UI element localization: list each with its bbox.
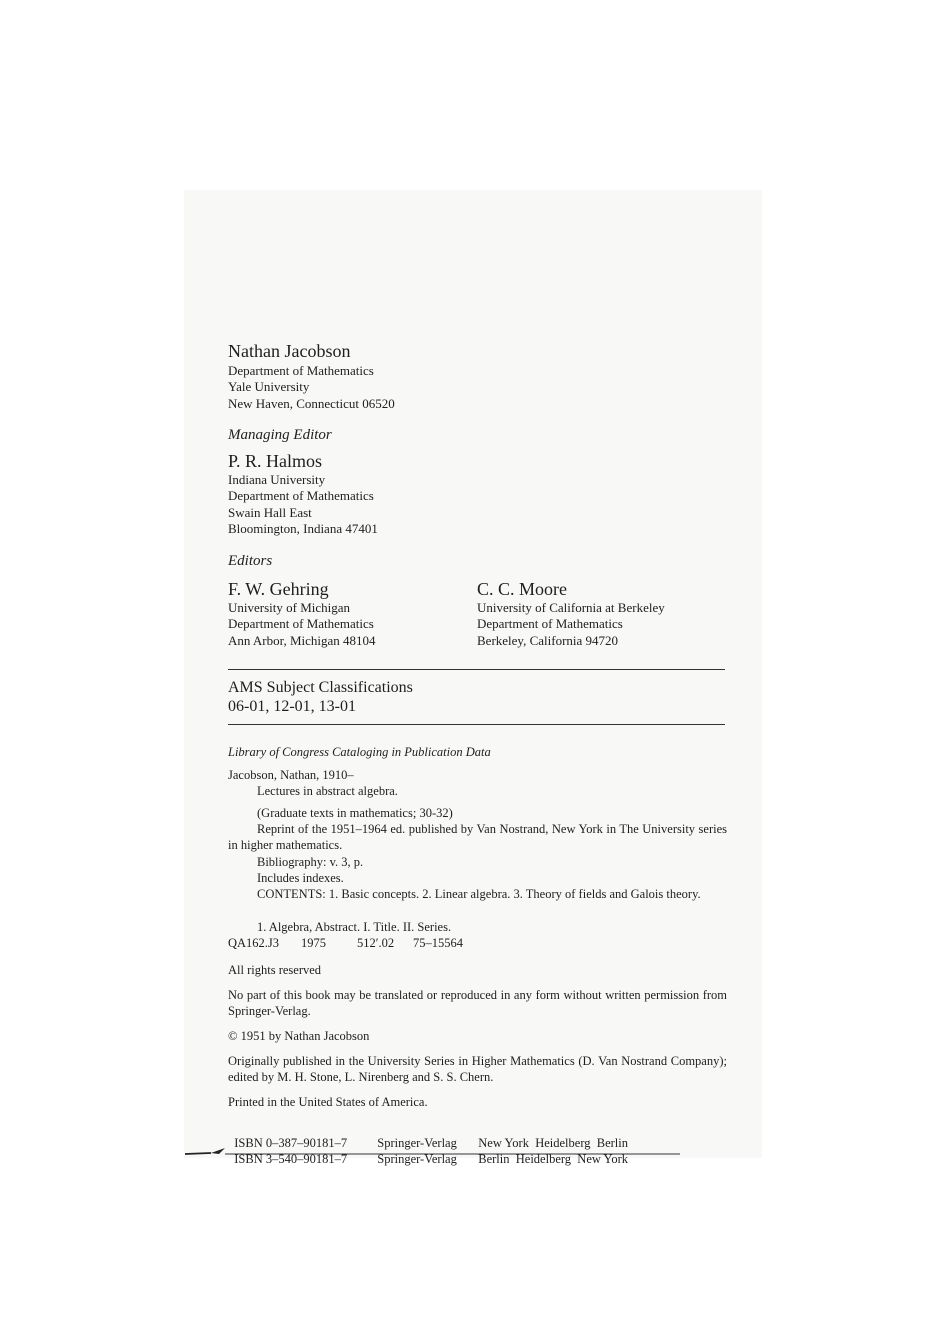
ams-block [228,678,413,716]
managing-editor-line: Indiana University [228,472,326,487]
original-publication: Originally published in the University Series in Higher Mathematics (D. Van Nostrand Company); edited by M. H. Stone, L. Nirenberg and S. S. Chern. [228,1054,727,1085]
cip-call-number: QA162.J3 [228,936,280,950]
managing-editor-name: P. R. Halmos [228,451,323,471]
isbn-publisher: Springer-Verlag [377,1136,457,1151]
ams-title: AMS Subject Classifications [228,679,413,696]
editor-gehring [228,579,376,649]
managing-editor-line: Bloomington, Indiana 47401 [228,520,378,536]
editor-line: Department of Mathematics [228,616,374,632]
copyright-line: © 1951 by Nathan Jacobson [228,1029,370,1043]
editor-line: University of Michigan [228,600,351,615]
author-university: Yale University [228,379,310,395]
rights-reserved: All rights reserved [228,963,322,977]
isbn-number: ISBN 0–387–90181–7 [234,1136,348,1151]
pen-mark [185,1145,685,1159]
editor-moore [477,579,665,649]
cip-call-year: 1975 [301,936,326,950]
cip-series: (Graduate texts in mathematics; 30-32) [257,806,453,820]
cip-call-row [228,935,727,951]
cip-subjects: 1. Algebra, Abstract. I. Title. II. Series. [257,920,452,934]
cip-author: Jacobson, Nathan, 1910– [228,768,354,782]
author-department: Department of Mathematics [228,363,374,378]
ams-codes: 06-01, 12-01, 13-01 [228,698,356,715]
isbn-cities: Berlin Heidelberg New York [478,1152,628,1167]
rights-notice: No part of this book may be translated or reproduced in any form without written permission from Springer-Verlag. [228,988,727,1019]
managing-editor-block [228,427,378,537]
isbn-publisher: Springer-Verlag [377,1152,457,1167]
editor-line: Department of Mathematics [477,616,623,632]
divider [228,669,725,670]
cip-bibliography: Bibliography: v. 3, p. [257,855,364,869]
managing-editor-heading: Managing Editor [228,427,332,443]
cip-heading: Library of Congress Cataloging in Publication Data [228,745,491,759]
cip-title: Lectures in abstract algebra. [257,784,398,798]
managing-editor-line: Department of Mathematics [228,488,374,504]
editors-heading [228,553,272,570]
cip-indexes: Includes indexes. [257,871,344,885]
editor-line: University of California at Berkeley [477,600,665,615]
editor-line: Berkeley, California 94720 [477,632,619,648]
cip-reprint: Reprint of the 1951–1964 ed. published by Van Nostrand, New York in The University series in higher mathematics. [228,822,727,853]
printed-in: Printed in the United States of America. [228,1095,428,1109]
cip-contents: CONTENTS: 1. Basic concepts. 2. Linear algebra. 3. Theory of fields and Galois theory. [257,887,701,901]
divider [228,724,725,725]
cip-lccn: 75–15564 [413,936,463,950]
isbn-cities: New York Heidelberg Berlin [478,1136,628,1151]
editor-name: F. W. Gehring [228,579,329,599]
editor-line: Ann Arbor, Michigan 48104 [228,632,376,648]
editor-name: C. C. Moore [477,579,567,599]
editors-heading-text: Editors [228,553,273,569]
author-block [228,341,395,412]
managing-editor-line: Swain Hall East [228,504,312,520]
author-address: New Haven, Connecticut 06520 [228,395,395,411]
author-name: Nathan Jacobson [228,341,351,361]
isbn-number: ISBN 3–540–90181–7 [234,1152,348,1167]
cip-dewey: 512′.02 [357,936,395,950]
